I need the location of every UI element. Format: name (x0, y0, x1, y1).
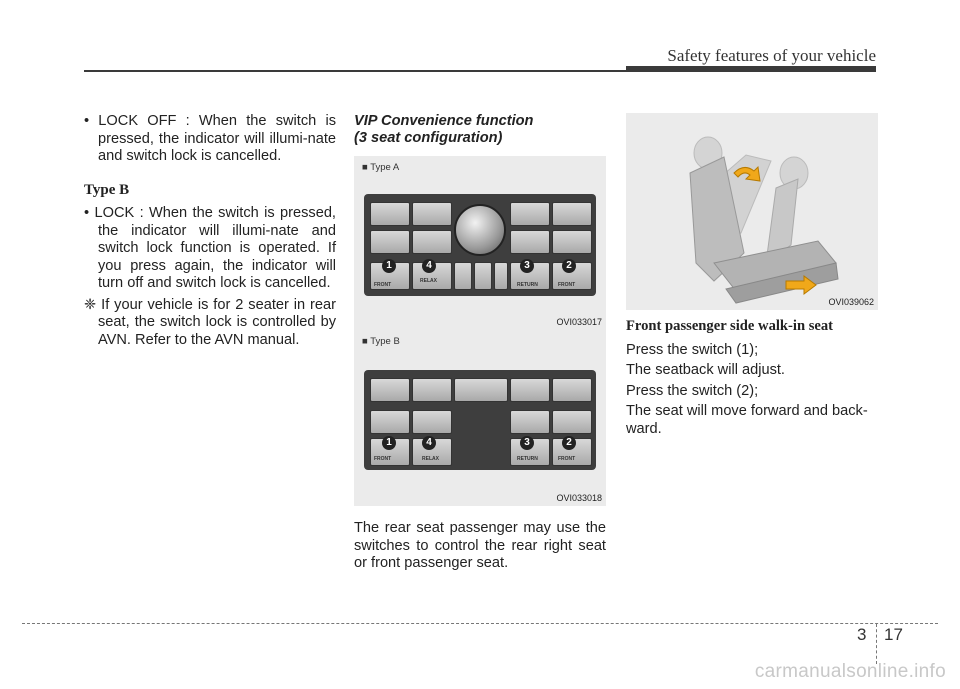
figure-type-a (354, 156, 606, 330)
footer-separator (876, 624, 877, 664)
callout-4: 4 (422, 436, 436, 450)
footer-rule (22, 623, 938, 624)
figure-type-b-code: OVI033018 (556, 493, 602, 503)
callout-2: 2 (562, 259, 576, 273)
panel-a-label-front-left: FRONT (374, 282, 392, 288)
column-right (626, 318, 878, 441)
chapter-number: 3 (857, 625, 867, 644)
walk-in-heading: Front passenger side walk-in seat (626, 318, 834, 334)
panel-a-label-return: RETURN (517, 282, 538, 288)
header-tab-bar (626, 66, 876, 72)
callout-1: 1 (382, 259, 396, 273)
step-1-result: The seatback will adjust. (626, 362, 785, 378)
seat-illustration (626, 113, 878, 310)
callout-2: 2 (562, 436, 576, 450)
rotary-knob (454, 204, 506, 256)
panel-b-label-return: RETURN (517, 456, 538, 462)
panel-b-key (510, 410, 550, 434)
page-number: 17 (884, 625, 903, 644)
column-middle (354, 113, 606, 147)
panel-b-key (454, 378, 508, 402)
lock-item: • LOCK : When the switch is pressed, the indicator will illumi-nate and switch lock function is operated. If you press again, the indicator will turn off and switch lock is cancelled. (84, 205, 336, 291)
panel-a-key (474, 262, 492, 290)
panel-a-key (510, 230, 550, 254)
panel-a-label-front-right: FRONT (558, 282, 576, 288)
section-header-title: Safety features of your vehicle (667, 46, 876, 65)
figure-type-a-code: OVI033017 (556, 317, 602, 327)
figure-type-b (354, 330, 606, 506)
type-b-heading: Type B (84, 181, 130, 198)
step-2: Press the switch (2); (626, 382, 759, 399)
panel-b-label-front-left: FRONT (374, 456, 392, 462)
panel-b-key (412, 378, 452, 402)
panel-a-key (412, 202, 452, 226)
vip-section-title (354, 113, 606, 147)
avn-note: ❈ If your vehicle is for 2 seater in rear seat, the switch lock is controlled by AVN. Refer to the AVN manual. (84, 296, 336, 348)
seat-figure-code: OVI039062 (828, 297, 874, 307)
switch-panel-b (364, 370, 596, 470)
callout-3: 3 (520, 436, 534, 450)
panel-b-key (510, 378, 550, 402)
callout-4: 4 (422, 259, 436, 273)
lock-off-item: • LOCK OFF : When the switch is pressed, the indicator will illumi-nate and switch lock is cancelled. (84, 113, 336, 164)
panel-a-key (510, 202, 550, 226)
panel-a-key (552, 230, 592, 254)
rear-seat-body: The rear seat passenger may use the switches to control the rear right seat or front passenger seat. (354, 520, 606, 571)
seat-illustration-figure (626, 113, 878, 310)
vip-section-title-line2: (3 seat configuration) (354, 130, 503, 146)
panel-b-label-front-right: FRONT (558, 456, 576, 462)
panel-a-key (454, 262, 472, 290)
panel-b-key (552, 378, 592, 402)
callout-3: 3 (520, 259, 534, 273)
panel-a-key (370, 202, 410, 226)
panel-a-key (552, 202, 592, 226)
panel-b-key (552, 410, 592, 434)
panel-a-key (494, 262, 508, 290)
vip-section-title-line1: VIP Convenience function (354, 113, 534, 129)
figure-type-a-label: ■ Type A (362, 162, 400, 173)
panel-a-key (412, 230, 452, 254)
watermark-logo: carmanualsonline.info (754, 661, 946, 682)
panel-a-key (370, 230, 410, 254)
step-1: Press the switch (1); (626, 341, 759, 358)
panel-b-key (412, 410, 452, 434)
figure-type-b-label: ■ Type B (362, 336, 400, 347)
step-2-result: The seat will move forward and back-ward. (626, 403, 868, 437)
panel-a-label-relax: RELAX (420, 278, 437, 284)
callout-1: 1 (382, 436, 396, 450)
panel-b-key (370, 410, 410, 434)
switch-panel-a (364, 194, 596, 296)
column-left (84, 113, 336, 349)
panel-b-label-relax: RELAX (422, 456, 439, 462)
panel-b-key (370, 378, 410, 402)
